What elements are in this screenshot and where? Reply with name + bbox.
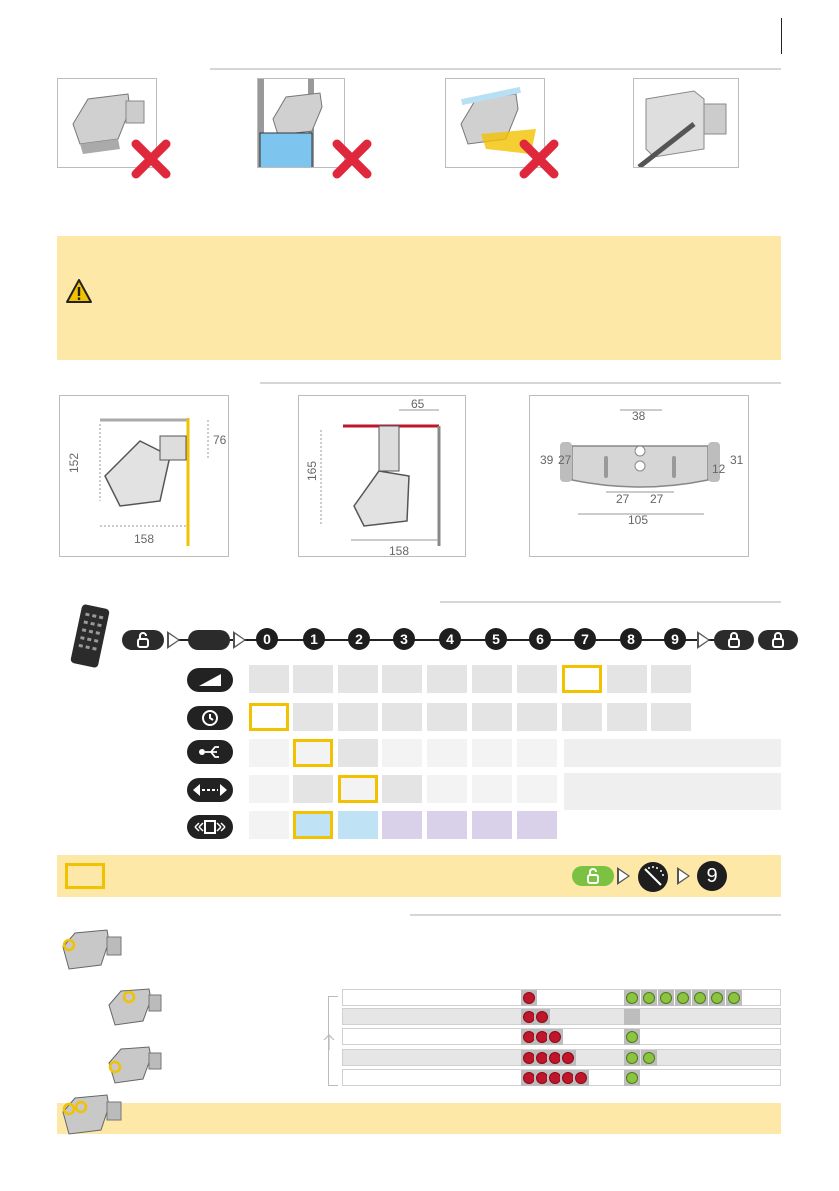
grid-cell: [517, 665, 557, 693]
pattern-icon: [187, 815, 233, 839]
grid-empty-band: [564, 739, 781, 767]
green-led-icon: [728, 992, 740, 1004]
dim-label: 76: [213, 433, 227, 447]
green-led-icon: [626, 992, 638, 1004]
grid-cell: [338, 703, 378, 731]
section-divider-1: [210, 68, 781, 70]
section-divider-2: [260, 382, 781, 384]
grid-cell: [472, 739, 512, 767]
green-led-icon: [694, 992, 706, 1004]
grid-cell: [517, 739, 557, 767]
grid-cell: [249, 703, 289, 731]
output-icon: [187, 740, 233, 764]
arrow-icon: [167, 631, 180, 649]
red-led-icon: [549, 1031, 561, 1043]
sequence-number-8: 8: [620, 628, 642, 650]
grid-cell: [249, 739, 289, 767]
prohibited-x-icon: [130, 138, 172, 180]
sequence-number-5: 5: [485, 628, 507, 650]
grid-cell: [472, 703, 512, 731]
width-icon: [187, 778, 233, 802]
green-led-icon: [626, 1031, 638, 1043]
grid-cell: [293, 739, 333, 767]
grid-cell: [249, 775, 289, 803]
grid-cell: [293, 811, 333, 839]
arrow-icon: [617, 867, 630, 885]
unlock-pill: [122, 630, 164, 650]
grid-cell: [651, 703, 691, 731]
clock-icon: [187, 706, 233, 730]
grid-cell: [293, 703, 333, 731]
sensor-led-icon: [55, 1090, 125, 1136]
dimension-ceiling-mount: [298, 395, 466, 557]
green-led-icon: [660, 992, 672, 1004]
grid-cell: [293, 665, 333, 693]
grid-cell: [293, 775, 333, 803]
prohibited-x-icon: [518, 138, 560, 180]
dimension-side-mount: [59, 395, 229, 557]
red-led-icon: [575, 1072, 587, 1084]
grid-cell: [427, 665, 467, 693]
grid-cell: [427, 703, 467, 731]
led-dot-bg: [624, 1009, 640, 1025]
bracket-line: [328, 996, 338, 997]
arrow-up-icon: [322, 1032, 336, 1052]
grid-cell: [427, 811, 467, 839]
sequence-number-4: 4: [439, 628, 461, 650]
sequence-number-3: 3: [393, 628, 415, 650]
bottom-band: [57, 1103, 781, 1134]
lock-pill: [714, 630, 754, 650]
dim-label: 152: [67, 452, 82, 474]
grid-cell: [517, 811, 557, 839]
grid-cell: [472, 775, 512, 803]
grid-cell: [562, 703, 602, 731]
sequence-number-6: 6: [529, 628, 551, 650]
green-led-icon: [626, 1072, 638, 1084]
dim-label: 65: [411, 397, 425, 411]
grid-cell: [607, 703, 647, 731]
grid-cell: [249, 665, 289, 693]
remote-control-icon: [66, 604, 114, 668]
red-led-icon: [562, 1052, 574, 1064]
green-led-icon: [626, 1052, 638, 1064]
grid-cell: [607, 665, 647, 693]
green-led-icon: [643, 992, 655, 1004]
arrow-icon: [677, 867, 690, 885]
grid-cell: [338, 811, 378, 839]
sequence-number-1: 1: [303, 628, 325, 650]
unlock-green-pill: [572, 866, 614, 886]
grid-cell: [517, 703, 557, 731]
sensor-led-icon: [103, 985, 165, 1029]
warning-triangle-icon: [65, 278, 93, 304]
dimension-bracket-plate: [529, 395, 749, 557]
dim-label: 165: [305, 460, 320, 482]
blank-key-pill: [188, 630, 230, 650]
cut-mark: [781, 18, 782, 54]
red-led-icon: [536, 1011, 548, 1023]
grid-cell: [562, 665, 602, 693]
sensor-led-icon: [55, 925, 127, 973]
dim-label: 158: [134, 532, 155, 546]
grid-cell: [427, 739, 467, 767]
grid-cell: [651, 665, 691, 693]
lock-icon: [758, 630, 798, 650]
grid-cell: [249, 811, 289, 839]
dim-label: 105: [628, 513, 649, 527]
unlock-icon: [572, 866, 614, 886]
led-row: [342, 1008, 781, 1025]
grid-cell: [427, 775, 467, 803]
dim-label: 158: [389, 544, 410, 557]
sequence-number-9: 9: [664, 628, 686, 650]
sensor-led-icon: [103, 1043, 165, 1087]
photo-screw-mounting: [633, 78, 739, 168]
grid-cell: [382, 775, 422, 803]
key-9-button: 9: [697, 861, 727, 891]
section-divider-3: [440, 601, 781, 603]
grid-cell: [338, 739, 378, 767]
dim-label: 38: [632, 409, 646, 423]
sequence-number-0: 0: [256, 628, 278, 650]
unlock-icon: [122, 630, 164, 650]
red-led-icon: [523, 992, 535, 1004]
lock-pill: [758, 630, 798, 650]
grid-cell: [472, 665, 512, 693]
dim-label: 27: [616, 492, 630, 506]
bracket-line: [328, 1085, 338, 1086]
dim-label: 12: [712, 462, 726, 476]
grid-cell: [517, 775, 557, 803]
sequence-number-2: 2: [348, 628, 370, 650]
section-divider-4: [410, 914, 781, 916]
sequence-number-7: 7: [574, 628, 596, 650]
legend-band: [57, 855, 781, 897]
dim-label: 31: [730, 453, 744, 467]
grid-cell: [382, 739, 422, 767]
selected-cell-legend: [65, 863, 105, 889]
arrow-icon: [233, 631, 246, 649]
warning-box: [57, 236, 781, 360]
arrow-icon: [697, 631, 710, 649]
grid-cell: [338, 775, 378, 803]
reset-button-icon: [637, 861, 669, 893]
green-led-icon: [677, 992, 689, 1004]
grid-cell: [338, 665, 378, 693]
green-led-icon: [643, 1052, 655, 1064]
range-icon: [187, 668, 233, 692]
prohibited-x-icon: [331, 138, 373, 180]
dim-label: 27: [558, 453, 572, 467]
grid-empty-band: [564, 773, 781, 810]
lock-icon: [714, 630, 754, 650]
grid-cell: [382, 703, 422, 731]
green-led-icon: [711, 992, 723, 1004]
grid-cell: [472, 811, 512, 839]
dim-label: 39: [540, 453, 554, 467]
grid-cell: [382, 811, 422, 839]
grid-cell: [382, 665, 422, 693]
dim-label: 27: [650, 492, 664, 506]
